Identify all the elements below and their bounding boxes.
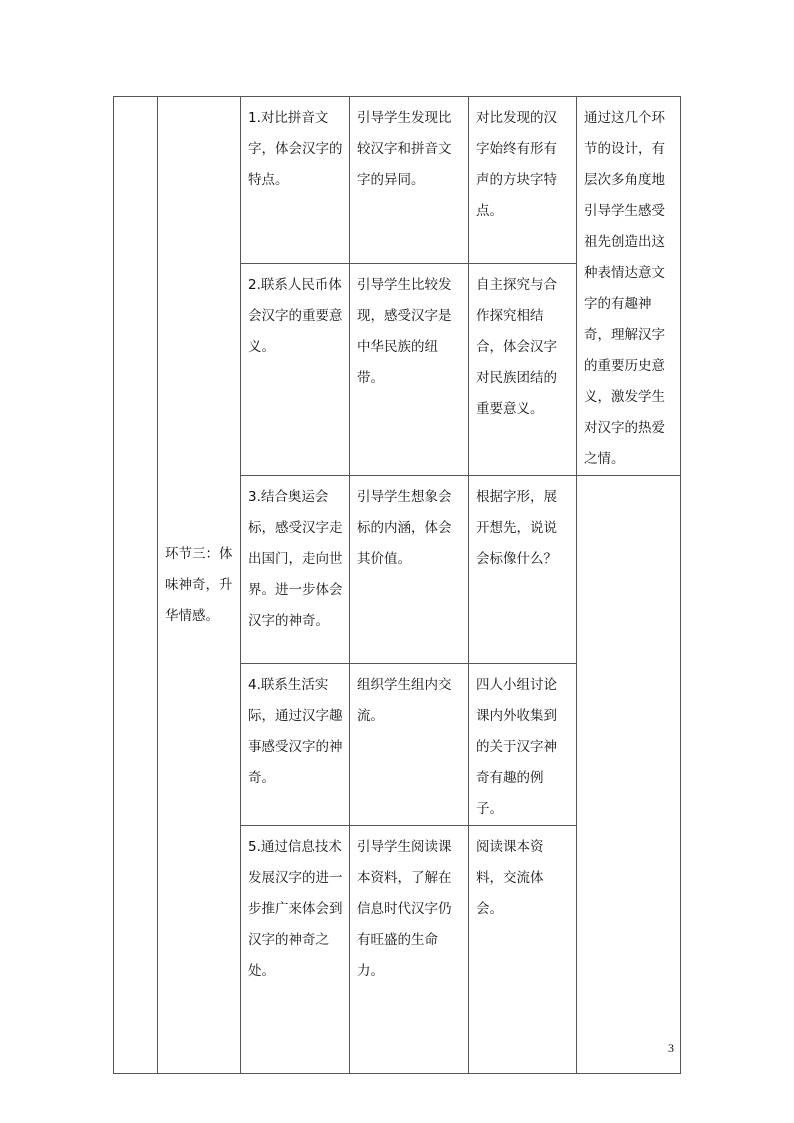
student-activity-cell: 四人小组讨论课内外收集到的关于汉字神奇有趣的例子。 [469, 664, 577, 826]
teacher-activity-cell: 组织学生组内交流。 [350, 664, 469, 826]
teacher-activity-cell: 引导学生阅读课本资料，了解在信息时代汉字仍有旺盛的生命力。 [350, 826, 469, 1074]
lesson-plan-table [113, 96, 681, 1074]
student-activity-cell: 自主探究与合作探究相结合，体会汉字对民族团结的重要意义。 [469, 263, 577, 475]
student-activity-cell: 阅读课本资料，交流体会。 [469, 826, 577, 1074]
content-cell: 1.对比拼音文字，体会汉字的特点。 [241, 97, 350, 264]
teacher-activity-cell: 引导学生比较发现，感受汉字是中华民族的纽带。 [350, 263, 469, 475]
content-cell: 5.通过信息技术发展汉字的进一步推广来体会到汉字的神奇之处。 [241, 826, 350, 1074]
student-activity-cell: 根据字形，展开想先，说说会标像什么？ [469, 476, 577, 664]
student-activity-cell: 对比发现的汉字始终有形有声的方块字特点。 [469, 97, 577, 264]
content-cell: 2.联系人民币体会汉字的重要意义。 [241, 263, 350, 475]
design-intent-cell: 通过这几个环节的设计，有层次多角度地引导学生感受祖先创造出这种表情达意文字的有趣神奇，理解汉字的重要历史意义，激发学生对汉字的热爱之情。 [577, 97, 681, 476]
content-cell: 4.联系生活实际，通过汉字趣事感受汉字的神奇。 [241, 664, 350, 826]
blank-column-cell [114, 97, 158, 1074]
section-title-cell: 环节三：体味神奇，升华情感。 [158, 97, 241, 1074]
blank-intent-cell [577, 476, 681, 1074]
content-cell: 3.结合奥运会标，感受汉字走出国门，走向世界。进一步体会汉字的神奇。 [241, 476, 350, 664]
page-number: 3 [668, 1041, 674, 1055]
teacher-activity-cell: 引导学生想象会标的内涵，体会其价值。 [350, 476, 469, 664]
teacher-activity-cell: 引导学生发现比较汉字和拼音文字的异同。 [350, 97, 469, 264]
